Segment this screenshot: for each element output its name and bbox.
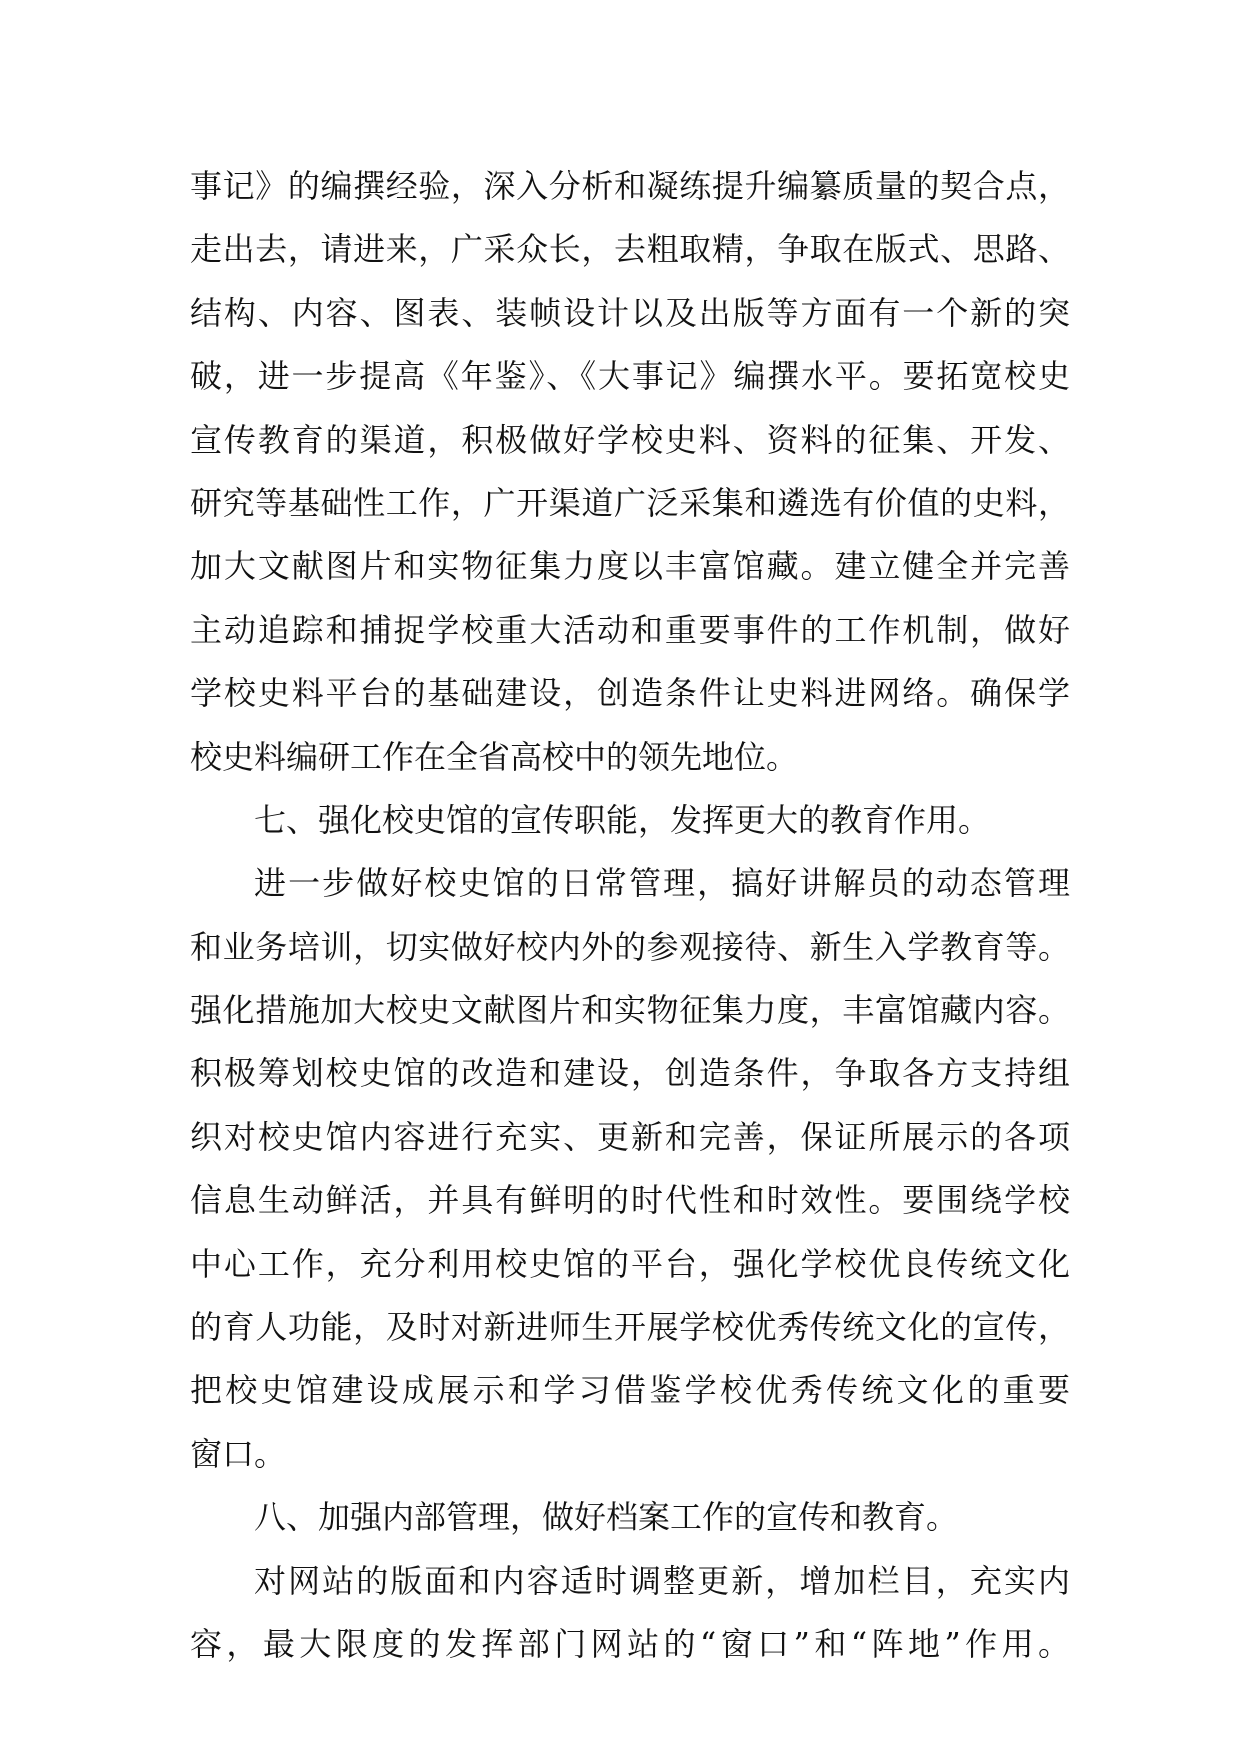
text-line-content: 容，最大限度的发挥部门网站的“窗口”和“阵地”作用。 <box>190 1624 1070 1663</box>
text-line <box>190 1233 1070 1296</box>
text-line-content: 织对校史馆内容进行充实、更新和完善，保证所展示的各项 <box>190 1117 1070 1156</box>
text-line-content: 破，进一步提高《年鉴》、《大事记》编撰水平。要拓宽校史 <box>190 357 1070 396</box>
text-line-content: 七、强化校史馆的宣传职能，发挥更大的教育作用。 <box>254 800 991 839</box>
text-line <box>190 1359 1070 1422</box>
text-line <box>190 662 1070 725</box>
text-line-content: 校史料编研工作在全省高校中的领先地位。 <box>190 737 799 776</box>
text-line <box>190 1296 1070 1359</box>
text-line <box>190 155 1070 218</box>
text-line-content: 结构、内容、图表、装帧设计以及出版等方面有一个新的突 <box>190 293 1070 332</box>
text-line-content: 和业务培训，切实做好校内外的参观接待、新生入学教育等。 <box>190 927 1070 966</box>
text-line-content: 信息生动鲜活，并具有鲜明的时代性和时效性。要围绕学校 <box>190 1181 1070 1220</box>
text-line <box>190 282 1070 345</box>
text-line-content: 加大文献图片和实物征集力度以丰富馆藏。建立健全并完善 <box>190 547 1070 586</box>
text-line <box>190 472 1070 535</box>
text-line <box>190 1613 1070 1676</box>
text-line-content: 窗口。 <box>190 1434 287 1473</box>
text-line <box>190 726 1070 789</box>
text-line <box>190 535 1070 598</box>
text-line-content: 进一步做好校史馆的日常管理，搞好讲解员的动态管理 <box>254 864 1070 903</box>
text-line-content: 宣传教育的渠道，积极做好学校史料、资料的征集、开发、 <box>190 420 1070 459</box>
text-line <box>190 409 1070 472</box>
text-line <box>190 852 1070 915</box>
text-line <box>190 979 1070 1042</box>
text-line-content: 八、加强内部管理，做好档案工作的宣传和教育。 <box>254 1498 959 1537</box>
text-line <box>190 916 1070 979</box>
text-line <box>190 1486 1070 1549</box>
text-line-content: 研究等基础性工作，广开渠道广泛采集和遴选有价值的史料， <box>190 483 1070 522</box>
text-line-content: 走出去，请进来，广采众长，去粗取精，争取在版式、思路、 <box>190 230 1070 269</box>
text-line-content: 主动追踪和捕捉学校重大活动和重要事件的工作机制，做好 <box>190 610 1070 649</box>
text-line-content: 把校史馆建设成展示和学习借鉴学校优秀传统文化的重要 <box>190 1371 1070 1410</box>
text-line-content: 的育人功能，及时对新进师生开展学校优秀传统文化的宣传， <box>190 1308 1070 1347</box>
text-line <box>190 1550 1070 1613</box>
text-line-content: 中心工作，充分利用校史馆的平台，强化学校优良传统文化 <box>190 1244 1070 1283</box>
text-line <box>190 789 1070 852</box>
text-line-content: 积极筹划校史馆的改造和建设，创造条件，争取各方支持组 <box>190 1054 1070 1093</box>
text-line <box>190 1106 1070 1169</box>
text-line <box>190 218 1070 281</box>
text-line <box>190 599 1070 662</box>
text-line-content: 强化措施加大校史文献图片和实物征集力度，丰富馆藏内容。 <box>190 991 1070 1030</box>
document-body-text <box>190 155 1070 1676</box>
text-line <box>190 1042 1070 1105</box>
text-line <box>190 1169 1070 1232</box>
text-line-content: 学校史料平台的基础建设，创造条件让史料进网络。确保学 <box>190 674 1070 713</box>
text-line <box>190 1423 1070 1486</box>
text-line-content: 对网站的版面和内容适时调整更新，增加栏目，充实内 <box>254 1561 1070 1600</box>
text-line-content: 事记》的编撰经验，深入分析和凝练提升编纂质量的契合点， <box>190 167 1070 205</box>
text-line <box>190 345 1070 408</box>
